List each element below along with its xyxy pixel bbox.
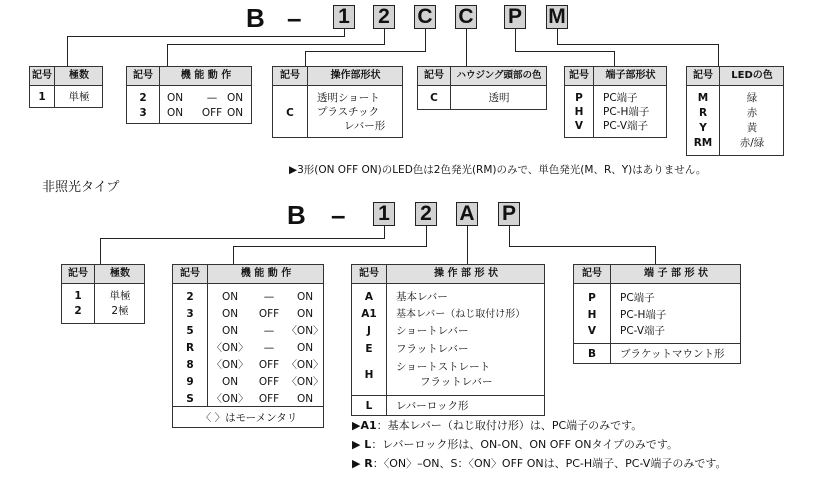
table-cell: L [365, 400, 373, 412]
header-actuator: 操作部形状 [330, 70, 381, 81]
table-cell: ON [221, 325, 239, 337]
table-cell: ON [221, 291, 239, 303]
table-cell: 〈ON〉 [211, 342, 249, 354]
table-cell: 緑 [746, 92, 758, 104]
table-cell: H [587, 309, 597, 321]
code-box: 1 [373, 202, 395, 226]
table-cell: ON [296, 308, 314, 320]
table-cell: — [263, 342, 275, 354]
code-char: B [246, 3, 265, 33]
table-cell: PC-V端子 [603, 120, 649, 132]
code-char: B [287, 200, 306, 230]
table-cell: PC-H端子 [603, 106, 650, 118]
table-cell: B [587, 348, 596, 360]
table-cell: 透明ショート [317, 92, 380, 104]
table-cell: PC-H端子 [620, 309, 667, 321]
header-terminal: 端 子 部 形 状 [644, 268, 708, 279]
table-cell: レバー形 [344, 120, 386, 132]
table-cell: ショートレバー [396, 325, 469, 337]
header-terminal: 端子部形状 [605, 70, 656, 81]
table-cell: OFF [258, 393, 280, 405]
header-code: 記号 [424, 70, 444, 81]
table-cell: PC端子 [620, 292, 655, 304]
code-box: P [504, 5, 526, 29]
table-cell: 赤/緑 [739, 137, 765, 149]
table-cell: ON [227, 92, 244, 104]
table-cell: フラットレバー [420, 376, 493, 388]
note-line: ▶ L：レバーロック形は、ON-ON、ON OFF ONタイプのみです。 [352, 438, 679, 451]
actuator-table [351, 264, 545, 416]
function-table [126, 66, 252, 124]
table-cell: P [588, 292, 596, 304]
table-cell: RM [693, 137, 713, 149]
table-cell: ON [296, 291, 314, 303]
code-box: P [498, 202, 520, 226]
header-function: 機 能 動 作 [180, 70, 232, 81]
function-table [172, 264, 324, 428]
table-cell: プラスチック [317, 106, 380, 118]
table-cell: 8 [186, 359, 194, 371]
table-cell: ON [227, 107, 244, 119]
table-cell: OFF [258, 308, 280, 320]
table-cell: — [263, 291, 275, 303]
table-cell: — [263, 325, 275, 337]
table-cell: ON [296, 342, 314, 354]
table-cell: C [286, 107, 294, 119]
actuator-table [272, 66, 403, 138]
table-cell: 3 [139, 107, 147, 119]
table-cell: E [365, 343, 373, 355]
table-cell: 〈ON〉 [211, 393, 249, 405]
section-title: 非照光タイプ [42, 180, 120, 195]
header-led: LEDの色 [731, 70, 773, 81]
header-housing: ハウジング頭部の色 [456, 70, 542, 81]
header-poles: 極数 [69, 70, 89, 81]
table-cell: J [367, 325, 371, 337]
table-cell: V [587, 325, 597, 337]
header-actuator: 操 作 部 形 状 [434, 268, 498, 279]
housing-color-table [417, 66, 547, 110]
table-cell: A [364, 291, 374, 303]
table-cell: P [575, 92, 583, 104]
table-cell: 単極 [109, 290, 131, 302]
header-code: 記号 [68, 268, 88, 279]
table-cell: 〈ON〉 [286, 325, 324, 337]
table-cell: C [430, 92, 438, 104]
table-cell: R [698, 107, 708, 119]
table-cell: 2 [139, 92, 147, 104]
code-box: 1 [333, 5, 355, 29]
header-code: 記号 [359, 268, 379, 279]
terminal-table [573, 264, 741, 364]
table-cell: 〈ON〉 [211, 359, 249, 371]
table-cell: 9 [186, 376, 194, 388]
header-code: 記号 [180, 268, 200, 279]
header-code: 記号 [582, 268, 602, 279]
header-poles: 極数 [110, 268, 130, 279]
table-cell: 〈ON〉 [286, 359, 324, 371]
header-code: 記号 [280, 70, 300, 81]
table-cell: 基本レバー（ねじ取付け形） [396, 309, 526, 320]
table-cell: 3 [186, 308, 194, 320]
table-cell: M [697, 92, 709, 104]
table-cell: ON [296, 393, 314, 405]
led-color-table [686, 66, 784, 156]
table-cell: 1 [38, 91, 46, 103]
header-code: 記号 [32, 70, 52, 81]
table-cell: OFF [258, 376, 280, 388]
table-cell: S [186, 393, 194, 405]
table-cell: PC端子 [603, 92, 638, 104]
table-cell: 単極 [68, 91, 90, 103]
poles-table [29, 66, 103, 108]
note-line: ▶ R：〈ON〉–ON、S：〈ON〉OFF ONは、PC-H端子、PC-V端子のみです。 [352, 457, 727, 470]
code-box: C [455, 5, 477, 29]
table-cell: 5 [186, 325, 194, 337]
table-cell: H [574, 106, 584, 118]
table-cell: OFF [201, 107, 223, 119]
table-cell: 2極 [111, 305, 129, 317]
table-cell: A1 [361, 308, 377, 320]
table-cell: ON [167, 92, 184, 104]
table-cell: H [364, 369, 374, 381]
code-dash: – [331, 200, 346, 230]
table-cell: R [185, 342, 195, 354]
table-cell: — [206, 92, 218, 104]
momentary-footnote: 〈 〉はモーメンタリ [200, 412, 298, 424]
table-cell: 1 [74, 290, 82, 302]
table-cell: 黄 [746, 122, 758, 134]
table-cell: 2 [186, 291, 194, 303]
header-function: 機 能 動 作 [240, 268, 292, 279]
table-cell: PC-V端子 [620, 325, 666, 337]
table-cell: 2 [74, 305, 82, 317]
header-code: 記号 [693, 70, 713, 81]
code-box: C [414, 5, 436, 29]
table-cell: ブラケットマウント形 [620, 348, 725, 360]
table-cell: 赤 [746, 107, 758, 119]
table-cell: 透明 [488, 92, 510, 104]
code-box: 2 [373, 5, 395, 29]
header-code: 記号 [569, 70, 589, 81]
header-code: 記号 [133, 70, 153, 81]
table-cell: V [574, 120, 584, 132]
code-box: 2 [415, 202, 437, 226]
poles-table [61, 264, 145, 324]
code-dash: – [287, 3, 302, 33]
table-cell: Y [699, 122, 707, 134]
table-cell: 基本レバー [396, 291, 448, 303]
table-cell: ショートストレート [396, 361, 491, 373]
table-cell: 〈ON〉 [286, 376, 324, 388]
code-box: A [456, 202, 478, 226]
table-cell: ON [221, 308, 239, 320]
code-box: M [546, 5, 568, 29]
table-cell: フラットレバー [396, 343, 469, 355]
table-cell: ON [167, 107, 184, 119]
note-line: ▶A1：基本レバー（ねじ取付け形）は、PC端子のみです。 [352, 419, 643, 432]
table-cell: ON [221, 376, 239, 388]
terminal-table [564, 66, 667, 138]
table-cell: レバーロック形 [396, 400, 469, 412]
table-cell: OFF [258, 359, 280, 371]
led-note: ▶3形(ON OFF ON)のLED色は2色発光(RM)のみで、単色発光(M、R、Y)はありません。 [289, 164, 707, 176]
